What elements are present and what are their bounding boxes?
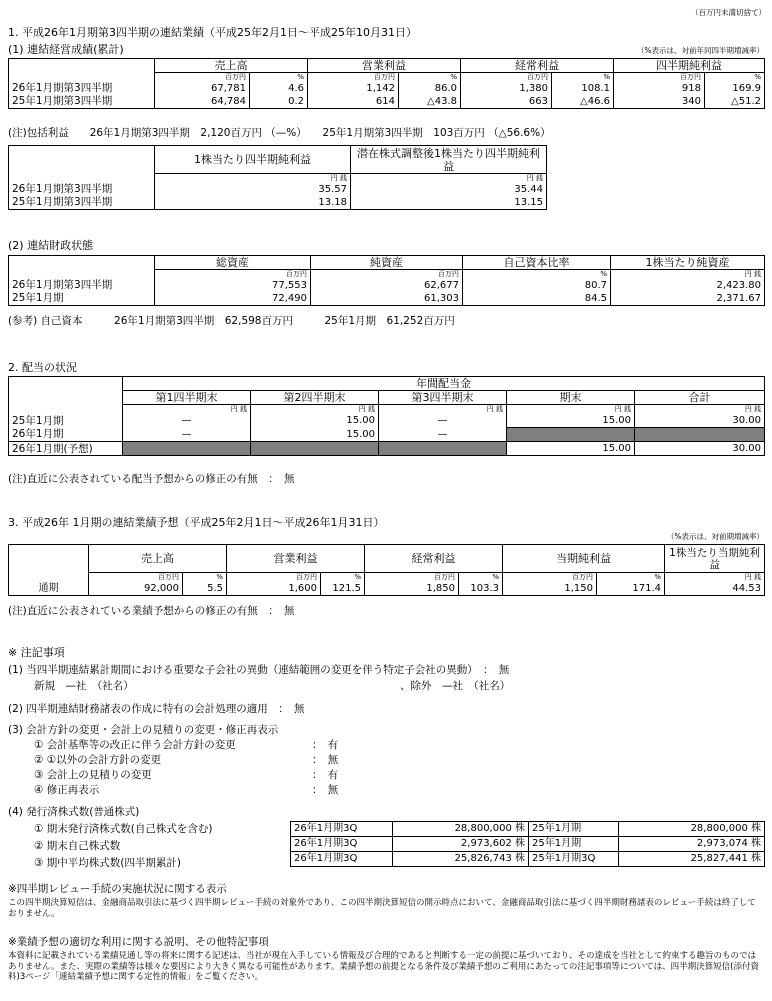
row-label: 26年1月期第3四半期: [9, 279, 155, 292]
section4-pct-note: （%表示は、対前期増減率）: [666, 532, 764, 541]
col-header: 経常利益: [365, 545, 503, 573]
unit-cell: 円 銭: [611, 270, 765, 280]
col-header: 営業利益: [227, 545, 365, 573]
cell: 169.9: [705, 82, 765, 95]
cell: 25年1月期: [529, 822, 619, 837]
shaded-cell: [635, 428, 765, 442]
review-head: ※四半期レビュー手続の実施状況に関する表示: [8, 883, 227, 895]
shares-table: [290, 821, 765, 867]
col-header: 自己資本比率: [463, 256, 611, 270]
cell: △51.2: [705, 95, 765, 109]
shares-label: ③ 期中平均株式数(四半期累計): [34, 857, 181, 869]
corner-cell: [9, 545, 89, 573]
cell: 35.57: [155, 183, 351, 196]
review-body: この四半期決算短信は、金融商品取引法に基づく四半期レビュー手続の対象外であり、この四半期決算短信の開示時点において、金融商品取引法に基づく四半期財務諸表のレビュー手続は終了しておりません。: [8, 898, 756, 919]
cell: 25年1月期3Q: [529, 852, 619, 867]
col-header: 潜在株式調整後1株当たり四半期純利益: [351, 146, 547, 174]
cell: —: [379, 428, 507, 442]
note-3-item-value: ： 無: [312, 784, 339, 796]
row-label: 26年1月期第3四半期: [9, 183, 155, 196]
cell: 28,800,000 株: [619, 822, 765, 837]
section1-sub: (1) 連結経営成績(累計): [8, 43, 124, 56]
unit-cell: 百万円: [308, 73, 399, 83]
blank-cell: [9, 573, 89, 583]
cell: 84.5: [463, 292, 611, 306]
note-4: (4) 発行済株式数(普通株式): [8, 806, 140, 818]
cell: △46.6: [552, 95, 614, 109]
cell: 64,784: [155, 95, 250, 109]
unit-cell: 円 銭: [123, 405, 251, 415]
cell: 663: [461, 95, 552, 109]
note-1-new: 新規 —社 （社名）: [34, 680, 134, 692]
cell: 26年1月期3Q: [291, 852, 393, 867]
cell: 15.00: [251, 414, 379, 428]
table-row: [9, 279, 765, 292]
shaded-cell: [123, 442, 251, 456]
blank-cell: [9, 174, 155, 184]
row-label: 25年1月期: [9, 414, 123, 428]
cell: 2,973,602 株: [393, 837, 529, 852]
cell: 80.7: [463, 279, 611, 292]
table-row: [9, 292, 765, 306]
unit-cell: 円 銭: [379, 405, 507, 415]
col-header: 1株当たり当期純利益: [665, 545, 765, 573]
row-label: 25年1月期第3四半期: [9, 95, 155, 109]
row-label: 25年1月期第3四半期: [9, 196, 155, 210]
cell: 1,380: [461, 82, 552, 95]
note-1: (1) 当四半期連結累計期間における重要な子会社の異動（連結範囲の変更を伴う特定子会社の異動） ： 無: [8, 664, 510, 676]
unit-cell: 百万円: [311, 270, 463, 280]
cell: 1,850: [365, 582, 459, 596]
row-label: 26年1月期(予想): [9, 442, 123, 456]
col-header: 四半期純利益: [614, 59, 765, 73]
cell: 92,000: [89, 582, 183, 596]
unit-cell: %: [463, 270, 611, 280]
cell: 15.00: [507, 442, 635, 456]
cell: 30.00: [635, 414, 765, 428]
table-row: [291, 852, 765, 867]
unit-cell: 百万円: [155, 270, 311, 280]
row-label: 26年1月期: [9, 428, 123, 442]
cell: 121.5: [321, 582, 365, 596]
unit-cell: 百万円: [227, 573, 321, 583]
cell: 5.5: [183, 582, 227, 596]
col-header: 経常利益: [461, 59, 614, 73]
unit-cell: %: [183, 573, 227, 583]
section4-title: 3. 平成26年 1月期の連結業績予想（平成25年2月1日～平成26年1月31日）: [8, 516, 385, 529]
forecast-note: (注)直近に公表されている業績予想からの修正の有無 ： 無: [8, 605, 295, 617]
shaded-cell: [251, 442, 379, 456]
cell: 62,677: [311, 279, 463, 292]
table-row: [9, 428, 765, 442]
unit-cell: %: [399, 73, 461, 83]
unit-cell: 円 銭: [507, 405, 635, 415]
table-row: [9, 442, 765, 456]
unit-cell: 百万円: [365, 573, 459, 583]
dividends-table: [8, 376, 765, 456]
cell: 44.53: [665, 582, 765, 596]
equity-reference: (参考) 自己資本 26年1月期第3四半期 62,598百万円 25年1月期 61,252百万円: [8, 315, 455, 327]
table-row: [9, 582, 765, 596]
col-header: 売上高: [89, 545, 227, 573]
col-header: 期末: [507, 391, 635, 405]
cell: 614: [308, 95, 399, 109]
unit-cell: %: [250, 73, 308, 83]
table-row: [9, 196, 547, 210]
cell: 25,827,441 株: [619, 852, 765, 867]
row-label: 通期: [9, 582, 89, 596]
cell: 25,826,743 株: [393, 852, 529, 867]
table-row: [9, 414, 765, 428]
shares-label: ② 期末自己株式数: [34, 840, 121, 852]
note-3-item-label: ④ 修正再表示: [34, 784, 100, 796]
table-row: [291, 822, 765, 837]
cell: 103.3: [459, 582, 503, 596]
col-header: 売上高: [155, 59, 308, 73]
col-header: 1株当たり四半期純利益: [155, 146, 351, 174]
unit-cell: %: [705, 73, 765, 83]
corner-cell: [9, 146, 155, 174]
col-header: 1株当たり純資産: [611, 256, 765, 270]
group-header: 年間配当金: [123, 377, 765, 391]
cell: 15.00: [251, 428, 379, 442]
unit-cell: 百万円: [155, 73, 250, 83]
cell: 2,423.80: [611, 279, 765, 292]
cell: 2,973,074 株: [619, 837, 765, 852]
col-header: 第2四半期末: [251, 391, 379, 405]
note-3-item-label: ① 会計基準等の改正に伴う会計方針の変更: [34, 739, 236, 751]
shares-label: ① 期末発行済株式数(自己株式を含む): [34, 823, 213, 835]
cell: —: [123, 428, 251, 442]
financial-position-table: [8, 255, 765, 306]
notes-head: ※ 注記事項: [8, 646, 65, 659]
row-label: 25年1月期: [9, 292, 155, 306]
cell: 4.6: [250, 82, 308, 95]
cell: 340: [614, 95, 705, 109]
table-row: [9, 82, 765, 95]
cell: 1,150: [503, 582, 597, 596]
cell: 13.15: [351, 196, 547, 210]
row-label: 26年1月期第3四半期: [9, 82, 155, 95]
forecast-body: 本資料に記載されている業績見通し等の将来に関する記述は、当社が現在入手している情報及び合理的であると判断する一定の前提に基づいており、その達成を当社として約束する趣旨のものではありません。また、実際の業績等は様々な要因により大きく異なる可能性があります。業績予想の前提となる条件及び業績予想のご利用にあたっての注記事項等については、四半期決算短信(添付資料)3ページ「連結業績予想に関する定性的情報」をご覧ください。: [8, 951, 759, 983]
cell: 35.44: [351, 183, 547, 196]
cell: 1,142: [308, 82, 399, 95]
col-header: 合計: [635, 391, 765, 405]
cell: —: [123, 414, 251, 428]
cell: 67,781: [155, 82, 250, 95]
note-1-excluded: 、除外 —社 （社名）: [400, 680, 511, 692]
cell: 30.00: [635, 442, 765, 456]
unit-cell: 百万円: [614, 73, 705, 83]
unit-cell: 百万円: [461, 73, 552, 83]
dividend-note: (注)直近に公表されている配当予想からの修正の有無 ： 無: [8, 473, 295, 485]
cell: 26年1月期3Q: [291, 837, 393, 852]
cell: 28,800,000 株: [393, 822, 529, 837]
section3-title: 2. 配当の状況: [8, 361, 77, 374]
unit-cell: 円 銭: [351, 174, 547, 184]
cell: 0.2: [250, 95, 308, 109]
note-3: (3) 会計方針の変更・会計上の見積りの変更・修正再表示: [8, 724, 279, 736]
cell: 26年1月期3Q: [291, 822, 393, 837]
cell: 13.18: [155, 196, 351, 210]
note-3-item-label: ② ①以外の会計方針の変更: [34, 754, 162, 766]
unit-cell: 円 銭: [155, 174, 351, 184]
cell: 108.1: [552, 82, 614, 95]
unit-cell: %: [597, 573, 665, 583]
corner-cell: [9, 377, 123, 405]
table-row: [9, 183, 547, 196]
unit-cell: 円 銭: [251, 405, 379, 415]
shaded-cell: [507, 428, 635, 442]
unit-note: （百万円未満切捨て）: [691, 8, 766, 17]
cell: 72,490: [155, 292, 311, 306]
cell: 2,371.67: [611, 292, 765, 306]
col-header: 当期純利益: [503, 545, 665, 573]
unit-cell: 百万円: [89, 573, 183, 583]
forecast-head: ※業績予想の適切な利用に関する説明、その他特記事項: [8, 936, 269, 948]
shaded-cell: [379, 442, 507, 456]
unit-cell: 円 銭: [665, 573, 765, 583]
cell: 171.4: [597, 582, 665, 596]
blank-cell: [9, 405, 123, 415]
unit-cell: %: [321, 573, 365, 583]
note-3-item-value: ： 有: [312, 769, 339, 781]
note-3-item-label: ③ 会計上の見積りの変更: [34, 769, 152, 781]
cell: 86.0: [399, 82, 461, 95]
cell: 25年1月期: [529, 837, 619, 852]
blank-cell: [9, 270, 155, 280]
col-header: 営業利益: [308, 59, 461, 73]
unit-cell: 百万円: [503, 573, 597, 583]
operating-results-table: [8, 58, 765, 109]
cell: 918: [614, 82, 705, 95]
cell: —: [379, 414, 507, 428]
unit-cell: %: [552, 73, 614, 83]
col-header: 総資産: [155, 256, 311, 270]
note-2: (2) 四半期連結財務諸表の作成に特有の会計処理の適用 ： 無: [8, 703, 305, 715]
section1-pct-note: （%表示は、対前年同四半期増減率）: [636, 46, 764, 55]
cell: 15.00: [507, 414, 635, 428]
cell: 61,303: [311, 292, 463, 306]
table-row: [9, 95, 765, 109]
col-header: 第3四半期末: [379, 391, 507, 405]
col-header: 第1四半期末: [123, 391, 251, 405]
section2-sub: (2) 連結財政状態: [8, 239, 94, 252]
cell: 77,553: [155, 279, 311, 292]
section1-title: 1. 平成26年1月期第3四半期の連結業績（平成25年2月1日～平成25年10月31日）: [8, 26, 417, 39]
col-header: 純資産: [311, 256, 463, 270]
note-3-item-value: ： 無: [312, 754, 339, 766]
table-row: [291, 837, 765, 852]
unit-cell: 円 銭: [635, 405, 765, 415]
note-3-item-value: ： 有: [312, 739, 339, 751]
eps-table: [8, 145, 547, 210]
cell: 1,600: [227, 582, 321, 596]
cell: △43.8: [399, 95, 461, 109]
corner-cell: [9, 256, 155, 270]
forecast-table: [8, 544, 765, 596]
comprehensive-income-note: (注)包括利益 26年1月期第3四半期 2,120百万円 （—%） 25年1月期第3四半期 103百万円 （△56.6%）: [8, 127, 551, 139]
unit-cell: %: [459, 573, 503, 583]
corner-cell: [9, 59, 155, 83]
